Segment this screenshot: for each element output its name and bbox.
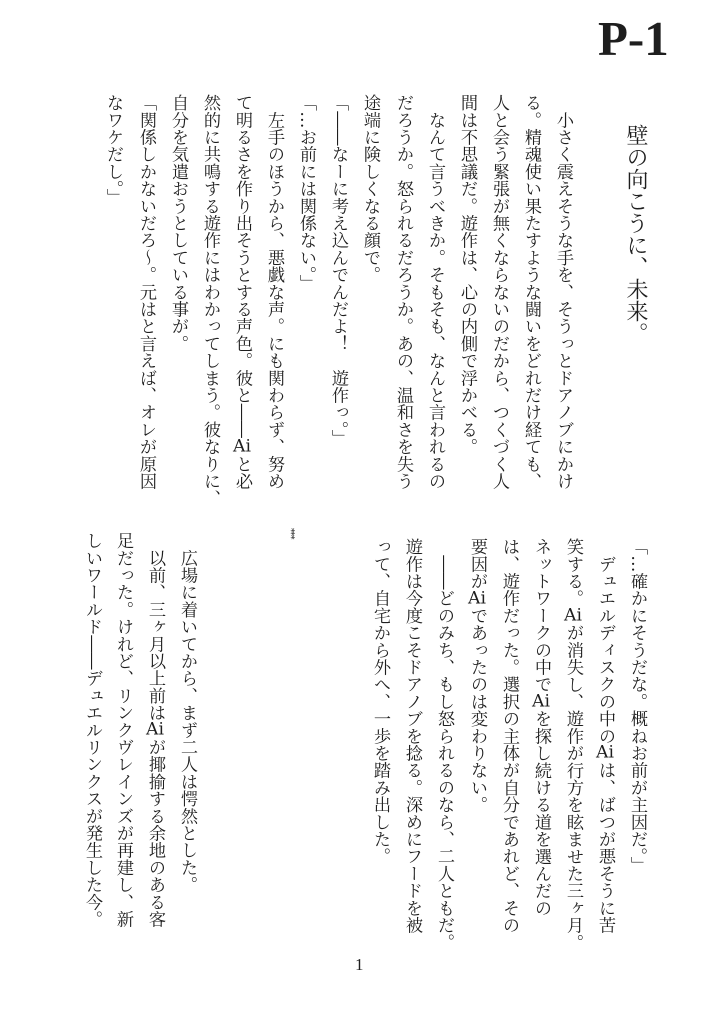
text-line: なんて言うべきか。そもそも、なんと言われるの <box>425 94 445 490</box>
text-line: 然的に共鳴する遊作にはわかってしまう。彼なりに、 <box>200 94 220 507</box>
text-line: 「関係しかないだろ～。元はと言えば、オレが原因 <box>136 94 156 490</box>
page-number: 1 <box>355 955 364 974</box>
upright-latin: Ai <box>564 606 582 625</box>
text-line: しいワールド――デュエルリンクスが発生した今。 <box>82 532 102 928</box>
text-line: 人と会う緊張が無くならないのだから、つくづく人 <box>489 94 509 490</box>
text-line: は、遊作だった。選択の主体が自分であれど、その <box>499 538 519 934</box>
text-line: デュエルディスクの中のAiは、ばつが悪そうに苦 <box>595 538 615 934</box>
upright-latin: Ai <box>468 589 486 607</box>
page-id-heading: P-1 <box>598 11 669 66</box>
text-line: 自分を気遣おうとしている事が。 <box>168 94 188 352</box>
text-line: 笑する。Aiが消失し、遊作が行方を眩ませた三ヶ月。 <box>563 538 583 951</box>
text-line: ネットワークの中でAiを探し続ける道を選んだの <box>531 538 551 917</box>
text-line: 左手のほうから、悪戯な声。にも関わらず、努め <box>264 94 284 490</box>
text-line: 小さく震えそうな手を、そうっとドアノブにかけ <box>553 94 573 490</box>
text-line: だろうか。怒られるだろうか。あの、温和さを失う <box>393 94 413 490</box>
text-line: ――どのみち、もし怒られるのなら、二人ともだ。 <box>434 538 454 951</box>
text-line: て明るさを作り出そうとする声色。彼と――Aiと必 <box>232 94 252 490</box>
upright-latin: Ai <box>532 692 550 711</box>
text-line: 「…確かにそうだな。概ねお前が主因だ。」 <box>627 538 647 874</box>
text-line: 遊作は今度こそドアノブを捻る。深めにフードを被 <box>402 538 422 934</box>
text-line: って、自宅から外へ、一歩を踏み出した。 <box>370 538 390 865</box>
scene-break: *** <box>285 528 295 539</box>
text-line: 「…お前には関係ない。」 <box>296 94 316 292</box>
text-line: 足だった。けれど、リンクヴレインズが再建し、新 <box>113 532 133 928</box>
upright-latin: Ai <box>596 744 614 762</box>
text-line: 途端に険しくなる顔で。 <box>360 94 380 284</box>
text-line: 広場に着いてから、まず二人は愕然とした。 <box>177 532 197 894</box>
text-line: なワケだし。」 <box>103 94 123 206</box>
text-line: 間は不思議だ。遊作は、心の内側で浮かべる。 <box>457 94 477 456</box>
story-title: 壁の向こうに、未来。 <box>623 124 648 344</box>
text-line: 「――なーに考え込んでんだよ！ 遊作っ。」 <box>328 94 348 447</box>
text-line: る。精魂使い果たすような闘いをどれだけ経ても、 <box>521 94 541 490</box>
upright-latin: Ai <box>233 437 251 456</box>
upright-latin: Ai <box>146 721 164 739</box>
text-line: 要因がAiであったのは変わりない。 <box>467 538 487 814</box>
text-line: 以前、三ヶ月以上前はAiが揶揄する余地のある客 <box>145 532 165 928</box>
